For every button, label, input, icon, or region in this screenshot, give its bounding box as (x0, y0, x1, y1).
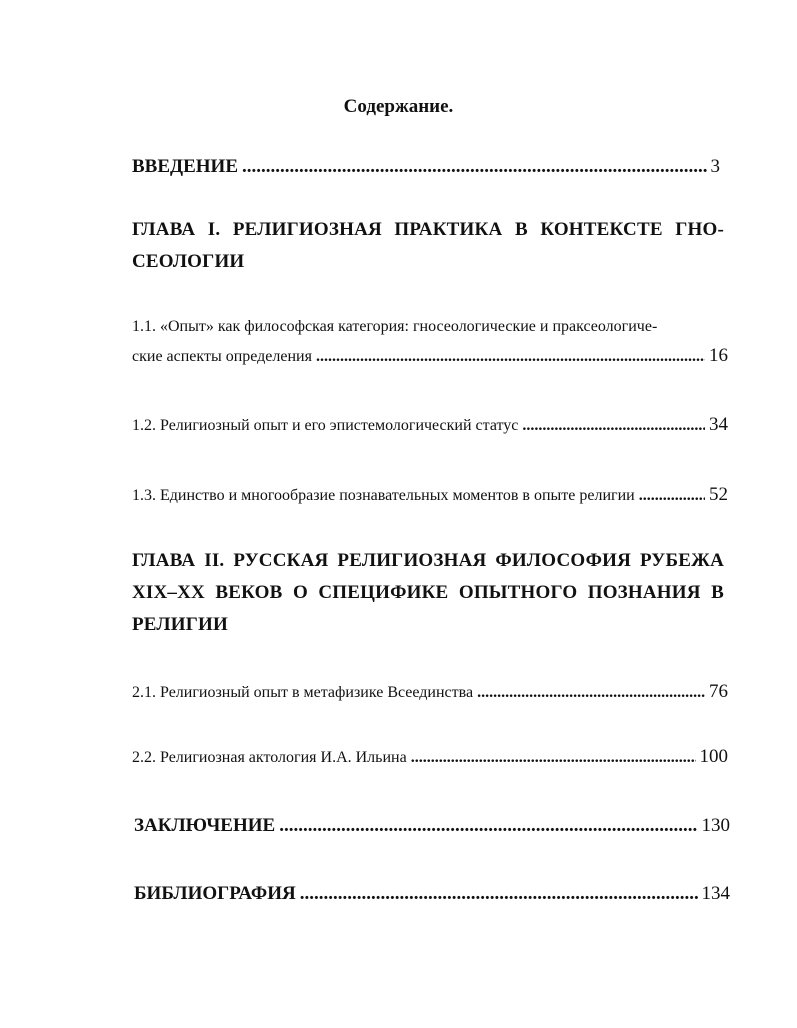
toc-page-number: 134 (701, 883, 730, 904)
chapter-heading-line: СЕОЛОГИИ (132, 251, 245, 272)
chapter-heading-line: XIX–XX ВЕКОВ О СПЕЦИФИКЕ ОПЫТНОГО ПОЗНАНИЯ В (132, 582, 724, 603)
chapter-heading-line: ГЛАВА II. РУССКАЯ РЕЛИГИОЗНАЯ ФИЛОСОФИЯ РУБЕЖА (132, 550, 724, 571)
toc-page-number: 100 (699, 746, 728, 767)
toc-page-number: 34 (709, 414, 728, 435)
dot-leader (316, 348, 705, 366)
dot-leader (300, 883, 698, 905)
toc-page-number: 16 (709, 345, 728, 366)
toc-entry-1-3 (132, 484, 728, 506)
chapter-2-heading (132, 545, 724, 641)
dot-leader (639, 487, 705, 505)
dot-leader (242, 156, 707, 178)
toc-entry-label: 1.2. Религиозный опыт и его эпистемологический статус (132, 417, 519, 434)
dot-leader (477, 684, 705, 702)
chapter-1-heading (132, 214, 724, 278)
page-title: Содержание. (343, 96, 454, 117)
toc-page-number: 76 (709, 681, 728, 702)
toc-page-number: 52 (709, 484, 728, 505)
toc-entry-1-1 (132, 345, 728, 367)
dot-leader (279, 815, 697, 837)
toc-page-number: 130 (701, 815, 730, 836)
chapter-heading-line: ГЛАВА I. РЕЛИГИОЗНАЯ ПРАКТИКА В КОНТЕКСТЕ ГНО- (132, 219, 724, 240)
toc-entry-label: 2.2. Религиозная актология И.А. Ильина (132, 749, 407, 766)
dot-leader (522, 417, 705, 435)
toc-entry-conclusion (134, 815, 730, 837)
toc-entry-label: 2.1. Религиозный опыт в метафизике Всеединства (132, 684, 474, 701)
toc-entry-label: ские аспекты определения (132, 348, 312, 365)
toc-entry-label: ЗАКЛЮЧЕНИЕ (134, 815, 276, 836)
toc-entry-1-2 (132, 414, 728, 436)
toc-entry-1-1-line1: 1.1. «Опыт» как философская категория: гносеологические и праксеологиче- (132, 318, 658, 335)
toc-entry-2-1 (132, 681, 728, 703)
toc-entry-bibliography (134, 883, 730, 905)
toc-entry-label: ВВЕДЕНИЕ (132, 156, 238, 177)
toc-entry-2-2 (132, 746, 728, 768)
toc-entry-intro (132, 156, 720, 178)
toc-entry-label: 1.3. Единство и многообразие познавательных моментов в опыте религии (132, 487, 635, 504)
toc-page-number: 3 (710, 156, 720, 177)
toc-entry-label: БИБЛИОГРАФИЯ (134, 883, 296, 904)
chapter-heading-line: РЕЛИГИИ (132, 614, 229, 635)
dot-leader (411, 749, 696, 767)
